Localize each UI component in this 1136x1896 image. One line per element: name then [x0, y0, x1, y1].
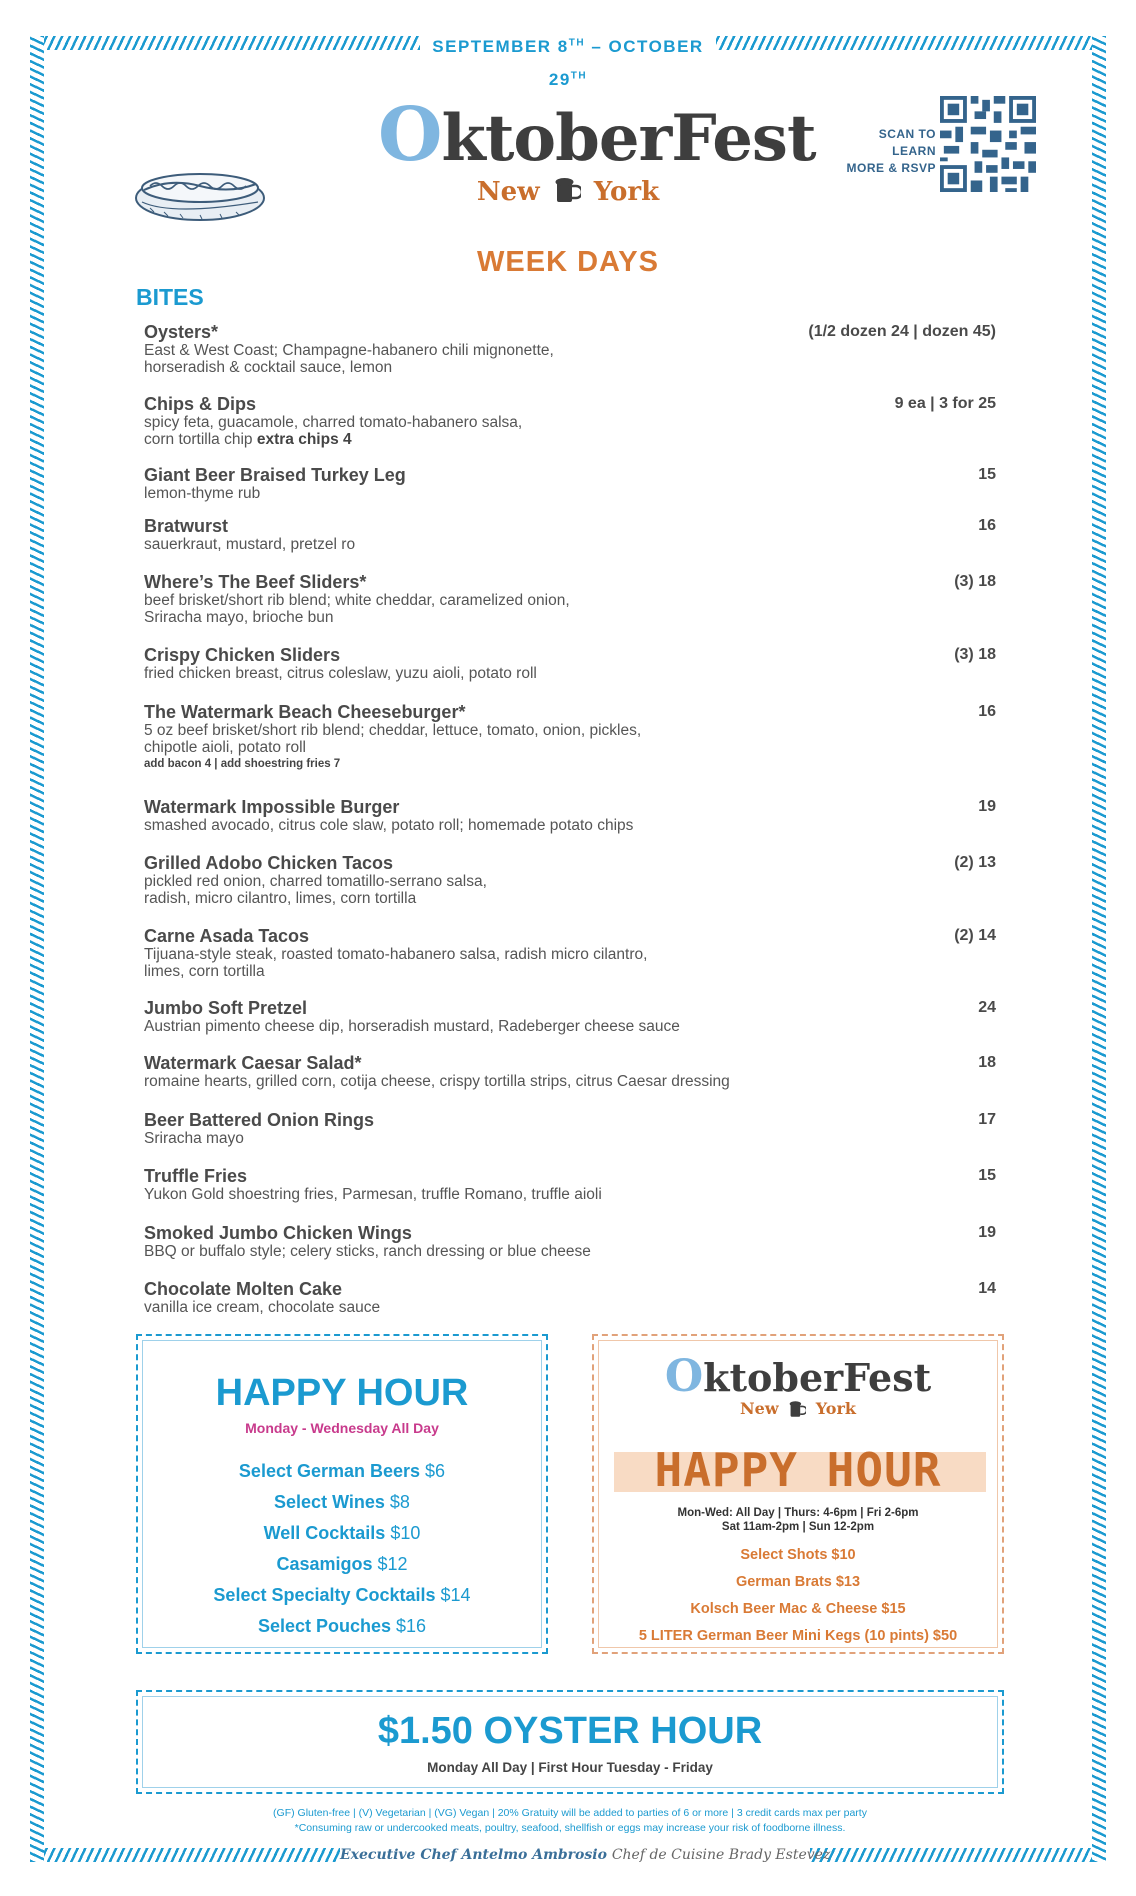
happy-hour-title: HAPPY HOUR — [215, 1372, 469, 1414]
pattern-border-left — [30, 36, 44, 1862]
menu-item-description: lemon-thyme rub — [144, 485, 261, 502]
happy-hour-item-price: $10 — [385, 1523, 421, 1543]
happy-hour-item-name: Select Pouches — [257, 1616, 391, 1636]
menu-item-description: romaine hearts, grilled corn, cotija cheese, crispy tortilla strips, citrus Caesar dressing — [144, 1073, 730, 1090]
menu-item-price: 17 — [978, 1111, 996, 1128]
oktoberfest-happy-hour-box — [592, 1334, 1004, 1654]
logo-sub-right: York — [593, 177, 660, 207]
menu-item-name: Chocolate Molten Cake — [144, 1279, 343, 1299]
executive-chef: Executive Chef Antelmo Ambrosio — [340, 1847, 607, 1863]
menu-item — [144, 926, 996, 980]
mini-logo-title — [594, 1351, 1002, 1402]
menu-item — [144, 702, 996, 772]
happy-hour-item — [138, 1518, 546, 1549]
happy-hour-item-price: $16 — [391, 1616, 427, 1636]
happy-hour-item-name: Well Cocktails — [263, 1523, 386, 1543]
happy-hour-item — [138, 1580, 546, 1611]
logo-sub-left: New — [476, 177, 540, 207]
beer-mug-icon — [553, 176, 581, 204]
menu-item-description: spicy feta, guacamole, charred tomato-habanero salsa, corn tortilla chip extra chips 4 — [144, 414, 523, 448]
menu-item — [144, 465, 996, 502]
happy-hour-box — [136, 1334, 548, 1654]
times-line-2: Sat 11am-2pm | Sun 12-2pm — [721, 1521, 875, 1533]
menu-item — [144, 322, 996, 376]
menu-item — [144, 516, 996, 553]
mini-logo-sub-left: New — [740, 1399, 779, 1418]
fine-print — [136, 1806, 1004, 1836]
chef-de-cuisine: Chef de Cuisine Brady Estevez — [611, 1847, 831, 1863]
happy-hour-item — [138, 1611, 546, 1642]
menu-item-price: (1/2 dozen 24 | dozen 45) — [808, 323, 996, 340]
menu-item-description: Tijuana-style steak, roasted tomato-habanero salsa, radish micro cilantro, limes, corn tortilla — [144, 946, 648, 980]
week-days-heading: WEEK DAYS — [477, 246, 659, 278]
logo-title — [378, 92, 816, 178]
happy-hour-item-name: Select Specialty Cocktails — [213, 1585, 436, 1605]
oyster-hour-subtitle: Monday All Day | First Hour Tuesday - Friday — [427, 1760, 713, 1775]
happy-hour-list — [138, 1456, 546, 1642]
menu-item-name: Oysters* — [144, 322, 219, 342]
oktoberfest-logo — [378, 92, 816, 207]
menu-item-note: add bacon 4 | add shoestring fries 7 — [144, 758, 341, 770]
menu-item — [144, 1279, 996, 1316]
oktoberfest-happy-hour-item: 5 LITER German Beer Mini Kegs (10 pints) $50 — [638, 1628, 958, 1644]
menu-item — [144, 1053, 996, 1090]
menu-item-price: 24 — [978, 999, 996, 1016]
menu-item-name: Bratwurst — [144, 516, 229, 536]
menu-item-price: 9 ea | 3 for 25 — [894, 395, 996, 412]
oktoberfest-happy-hour-list — [594, 1542, 1002, 1650]
times-line-1: Mon-Wed: All Day | Thurs: 4-6pm | Fri 2-6pm — [677, 1507, 919, 1519]
beer-mug-icon — [788, 1400, 806, 1418]
menu-item-name: Where’s The Beef Sliders* — [144, 572, 367, 592]
menu-item-description: fried chicken breast, citrus coleslaw, yuzu aioli, potato roll — [144, 665, 537, 682]
happy-hour-item — [138, 1456, 546, 1487]
section-title-bites: BITES — [136, 284, 204, 310]
menu-item-name: Beer Battered Onion Rings — [144, 1110, 375, 1130]
menu-item-description: 5 oz beef brisket/short rib blend; cheddar, lettuce, tomato, onion, pickles, chipotle aioli, potato roll — [144, 722, 642, 756]
dates-text: SEPTEMBER 8TH – OCTOBER 29TH — [432, 36, 704, 90]
menu-item — [144, 1110, 996, 1147]
oktoberfest-happy-hour-item: German Brats $13 — [735, 1574, 861, 1590]
happy-hour-item-name: Select Wines — [274, 1492, 385, 1512]
menu-item — [144, 394, 996, 448]
chef-signature — [340, 1840, 831, 1870]
menu-item-price: 16 — [978, 703, 996, 720]
menu-item-description: beef brisket/short rib blend; white cheddar, caramelized onion, Sriracha mayo, brioche bun — [144, 592, 570, 626]
oktoberfest-happy-hour-item: Select Shots $10 — [740, 1547, 856, 1563]
logo-subtitle — [378, 176, 758, 207]
menu-item-name: The Watermark Beach Cheeseburger* — [144, 702, 466, 722]
menu-item-price: (3) 18 — [954, 573, 996, 590]
happy-hour-item-name: Select German Beers — [238, 1461, 421, 1481]
menu-item-name: Watermark Caesar Salad* — [144, 1053, 362, 1073]
menu-item-price: 14 — [978, 1280, 996, 1297]
menu-item — [144, 645, 996, 682]
menu-item-name: Watermark Impossible Burger — [144, 797, 400, 817]
happy-hour-item-price: $12 — [372, 1554, 408, 1574]
menu-item-name: Carne Asada Tacos — [144, 926, 310, 946]
scan-line-1: SCAN TO LEARN — [878, 127, 936, 158]
menu-item-price: 16 — [978, 517, 996, 534]
menu-item-description: Yukon Gold shoestring fries, Parmesan, truffle Romano, truffle aioli — [144, 1186, 602, 1203]
hotdog-illustration-icon — [130, 150, 270, 234]
menu-item-name: Crispy Chicken Sliders — [144, 645, 341, 665]
menu-item-price: (2) 14 — [954, 927, 996, 944]
menu-item-price: 15 — [978, 1167, 996, 1184]
menu-item-description: East & West Coast; Champagne-habanero chili mignonette, horseradish & cocktail sauce, lemon — [144, 342, 554, 376]
menu-item-description: sauerkraut, mustard, pretzel ro — [144, 536, 356, 553]
menu-item-description: Sriracha mayo — [144, 1130, 244, 1147]
happy-hour-item-price: $14 — [435, 1585, 471, 1605]
happy-hour-subtitle: Monday - Wednesday All Day — [245, 1420, 439, 1436]
menu-item — [144, 1166, 996, 1203]
fine-print-line-1: (GF) Gluten-free | (V) Vegetarian | (VG) Vegan | 20% Gratuity will be added to parties of 6 or more | 3 credit cards max per party — [273, 1807, 867, 1819]
menu-item-price: (3) 18 — [954, 646, 996, 663]
menu-item-price: 18 — [978, 1054, 996, 1071]
pattern-border-right — [1092, 36, 1106, 1862]
oktoberfest-happy-hour-title: HAPPY HOUR — [654, 1443, 942, 1497]
happy-hour-item-price: $6 — [420, 1461, 446, 1481]
mini-logo-rest: ktoberFest — [703, 1355, 932, 1400]
menu-item — [144, 572, 996, 626]
logo-title-cap: O — [378, 92, 442, 178]
happy-hour-item — [138, 1549, 546, 1580]
menu-item-description: BBQ or buffalo style; celery sticks, ranch dressing or blue cheese — [144, 1243, 591, 1260]
menu-item-name: Chips & Dips — [144, 394, 257, 414]
scan-caption — [840, 126, 936, 177]
oktoberfest-mini-logo — [594, 1351, 1002, 1419]
date-banner — [420, 28, 716, 90]
fine-print-line-2: *Consuming raw or undercooked meats, poultry, seafood, shellfish or eggs may increase your risk of foodborne illness. — [294, 1822, 846, 1834]
menu-item-description: vanilla ice cream, chocolate sauce — [144, 1299, 381, 1316]
mini-logo-sub-right: York — [815, 1399, 856, 1418]
menu-item — [144, 797, 996, 834]
menu-item-price: (2) 13 — [954, 854, 996, 871]
oktoberfest-happy-hour-item: Kolsch Beer Mac & Cheese $15 — [690, 1601, 906, 1617]
scan-line-2: MORE & RSVP — [846, 161, 936, 175]
oyster-hour-box — [136, 1690, 1004, 1794]
menu-item-description: pickled red onion, charred tomatillo-serrano salsa, radish, micro cilantro, limes, corn tortilla — [144, 873, 487, 907]
menu-item-price: 19 — [978, 1224, 996, 1241]
menu-item-extra: extra chips 4 — [252, 431, 352, 448]
menu-item-price: 19 — [978, 798, 996, 815]
happy-hour-item — [138, 1487, 546, 1518]
happy-hour-item-name: Casamigos — [276, 1554, 373, 1574]
menu-item — [144, 1223, 996, 1260]
happy-hour-item-price: $8 — [384, 1492, 410, 1512]
menu-item-description: Austrian pimento cheese dip, horseradish mustard, Radeberger cheese sauce — [144, 1018, 680, 1035]
menu-item-name: Truffle Fries — [144, 1166, 248, 1186]
qr-code-icon[interactable] — [940, 96, 1036, 192]
mini-logo-subtitle — [594, 1399, 1002, 1419]
menu-item-name: Smoked Jumbo Chicken Wings — [144, 1223, 412, 1243]
menu-item-name: Jumbo Soft Pretzel — [144, 998, 308, 1018]
menu-item-price: 15 — [978, 466, 996, 483]
mini-logo-cap: O — [664, 1351, 704, 1402]
menu-item-name: Giant Beer Braised Turkey Leg — [144, 465, 406, 485]
menu-item — [144, 998, 996, 1035]
oktoberfest-happy-hour-times — [594, 1506, 1002, 1534]
oyster-hour-title: $1.50 OYSTER HOUR — [377, 1710, 763, 1752]
logo-title-rest: ktoberFest — [441, 101, 816, 176]
menu-item-name: Grilled Adobo Chicken Tacos — [144, 853, 394, 873]
menu-item — [144, 853, 996, 907]
menu-item-description: smashed avocado, citrus cole slaw, potato roll; homemade potato chips — [144, 817, 634, 834]
